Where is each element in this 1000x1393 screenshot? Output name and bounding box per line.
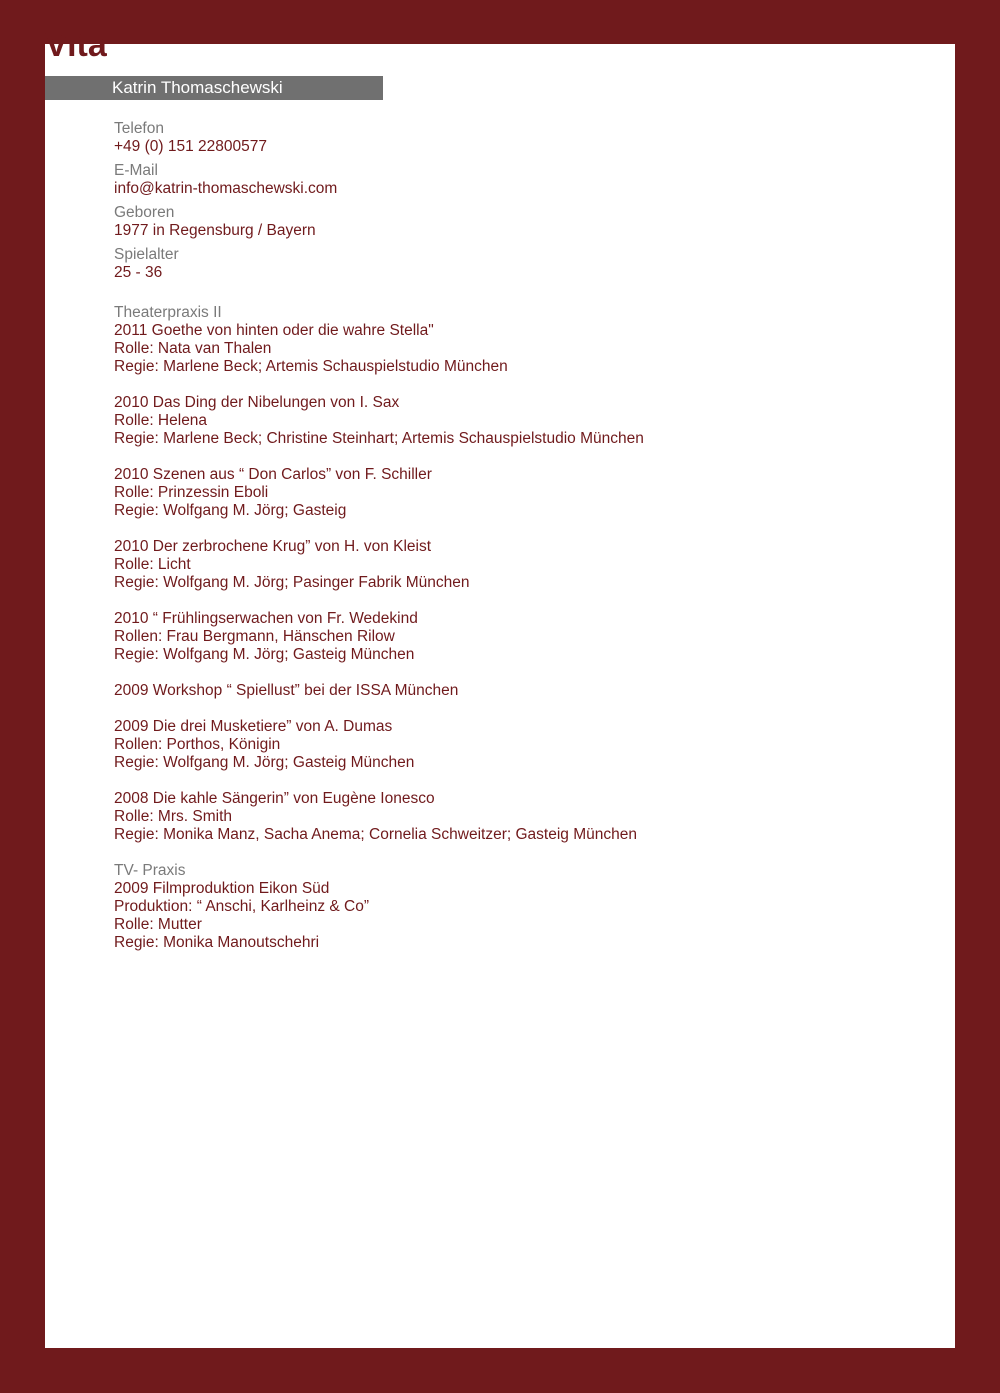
- entry-line: Rolle: Helena: [114, 412, 208, 429]
- field-spielalter: [114, 246, 934, 282]
- entry-line: Regie: Monika Manoutschehri: [114, 934, 320, 951]
- entry-line: Regie: Wolfgang M. Jörg; Pasinger Fabrik München: [114, 574, 470, 591]
- theater-entry: [114, 538, 934, 592]
- page-title: Vita: [45, 26, 107, 64]
- theater-section-label: Theaterpraxis II: [114, 304, 222, 321]
- theater-entry: [114, 718, 934, 772]
- field-value: +49 (0) 151 22800577: [114, 138, 267, 155]
- field-telefon: [114, 120, 934, 156]
- entry-line: 2009 Workshop “ Spiellust” bei der ISSA München: [114, 682, 459, 699]
- entry-line: Regie: Monika Manz, Sacha Anema; Cornelia Schweitzer; Gasteig München: [114, 826, 637, 843]
- entry-line: Regie: Marlene Beck; Christine Steinhart; Artemis Schauspielstudio München: [114, 430, 644, 447]
- entry-line: Regie: Wolfgang M. Jörg; Gasteig München: [114, 646, 415, 663]
- field-label: Spielalter: [114, 246, 179, 263]
- tv-entry: [114, 880, 934, 952]
- name-bar: [45, 76, 383, 100]
- entry-line: 2010 Szenen aus “ Don Carlos” von F. Schiller: [114, 466, 432, 483]
- entry-line: Regie: Marlene Beck; Artemis Schauspielstudio München: [114, 358, 508, 375]
- person-name: Katrin Thomaschewski: [112, 78, 283, 97]
- field-value: info@katrin-thomaschewski.com: [114, 180, 338, 197]
- entry-line: Rolle: Mutter: [114, 916, 202, 933]
- content: [114, 120, 934, 952]
- entry-line: Rolle: Licht: [114, 556, 191, 573]
- tv-section-label: TV- Praxis: [114, 862, 186, 879]
- entry-line: Rollen: Porthos, Königin: [114, 736, 281, 753]
- field-label: Telefon: [114, 120, 164, 137]
- theater-list: [114, 322, 934, 844]
- field-value: 1977 in Regensburg / Bayern: [114, 222, 316, 239]
- entry-line: Rolle: Prinzessin Eboli: [114, 484, 269, 501]
- field-value: 25 - 36: [114, 264, 163, 281]
- theater-entry: [114, 322, 934, 376]
- entry-line: 2010 Das Ding der Nibelungen von I. Sax: [114, 394, 400, 411]
- entry-line: 2010 Der zerbrochene Krug” von H. von Kleist: [114, 538, 432, 555]
- entry-line: Regie: Wolfgang M. Jörg; Gasteig: [114, 502, 347, 519]
- theater-entry: [114, 790, 934, 844]
- entry-line: Produktion: “ Anschi, Karlheinz & Co”: [114, 898, 370, 915]
- theater-entry: [114, 610, 934, 664]
- entry-line: 2010 “ Frühlingserwachen von Fr. Wedekind: [114, 610, 418, 627]
- theater-entry: [114, 394, 934, 448]
- entry-line: Rolle: Mrs. Smith: [114, 808, 232, 825]
- field-label: Geboren: [114, 204, 175, 221]
- field-label: E-Mail: [114, 162, 158, 179]
- theater-entry: [114, 466, 934, 520]
- field-geboren: [114, 204, 934, 240]
- entry-line: 2011 Goethe von hinten oder die wahre Stella": [114, 322, 434, 339]
- theater-entry: [114, 682, 934, 700]
- field-email: [114, 162, 934, 198]
- entry-line: 2008 Die kahle Sängerin” von Eugène Ionesco: [114, 790, 435, 807]
- entry-line: 2009 Die drei Musketiere” von A. Dumas: [114, 718, 393, 735]
- entry-line: 2009 Filmproduktion Eikon Süd: [114, 880, 330, 897]
- entry-line: Rollen: Frau Bergmann, Hänschen Rilow: [114, 628, 395, 645]
- personal-info: [114, 120, 934, 282]
- entry-line: Regie: Wolfgang M. Jörg; Gasteig München: [114, 754, 415, 771]
- entry-line: Rolle: Nata van Thalen: [114, 340, 272, 357]
